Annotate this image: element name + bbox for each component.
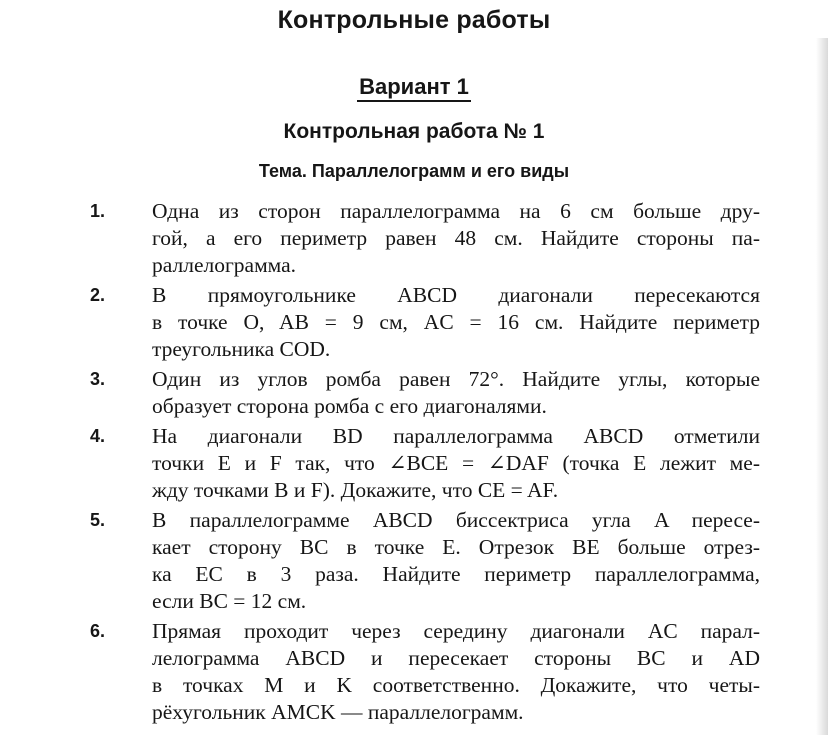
problem-text-line: лелограмма ABCD и пересекает стороны BC и AD	[152, 646, 760, 670]
problem-text-line: ка EC в 3 раза. Найдите периметр параллелограмма,	[152, 562, 760, 586]
variant-label: Вариант 1	[357, 74, 471, 102]
theme-heading	[0, 161, 828, 182]
problem-text-line: жду точками B и F). Докажите, что CE = AF.	[152, 478, 559, 502]
problem-text-line: гой, а его периметр равен 48 см. Найдите стороны па-	[152, 226, 760, 250]
problem-text-line: В прямоугольнике ABCD диагонали пересекаются	[152, 283, 760, 307]
problem-number: 6.	[90, 621, 106, 641]
work-title: Контрольная работа № 1	[283, 120, 545, 143]
problem-3	[90, 366, 760, 420]
theme-text: Параллелограмм и его виды	[311, 161, 570, 181]
variant-heading	[0, 74, 828, 100]
problem-text-line: образует сторона ромба с его диагоналями.	[152, 394, 547, 418]
problem-text-line: Один из углов ромба равен 72°. Найдите углы, которые	[152, 367, 760, 391]
problem-text-line: В параллелограмме ABCD биссектриса угла A пересе-	[152, 508, 760, 532]
problem-text-line: Прямая проходит через середину диагонали AC парал-	[152, 619, 760, 643]
problem-text-line: Одна из сторон параллелограмма на 6 см больше дру-	[152, 199, 760, 223]
page-title: Контрольные работы	[277, 6, 551, 34]
problem-2	[90, 282, 760, 363]
problem-6	[90, 618, 760, 726]
problem-text-line: кает сторону BC в точке E. Отрезок BE больше отрез-	[152, 535, 760, 559]
problem-text-line: раллелограмма.	[152, 253, 297, 277]
theme-label: Тема.	[258, 161, 307, 181]
problem-text-line: в точке O, AB = 9 см, AC = 16 см. Найдите периметр	[152, 310, 760, 334]
problem-text-line: в точках M и K соответственно. Докажите, что четы-	[152, 673, 760, 697]
problem-text-line: если BC = 12 см.	[152, 589, 307, 613]
problem-list	[90, 198, 760, 729]
problem-text-line: На диагонали BD параллелограмма ABCD отметили	[152, 424, 760, 448]
problem-5	[90, 507, 760, 615]
problem-number: 1.	[90, 201, 106, 221]
problem-number: 5.	[90, 510, 106, 530]
problem-number: 3.	[90, 369, 106, 389]
problem-1	[90, 198, 760, 279]
problem-text-line: треугольника COD.	[152, 337, 331, 361]
problem-number: 4.	[90, 426, 106, 446]
problem-number: 2.	[90, 285, 106, 305]
problem-text-line: точки E и F так, что ∠BCE = ∠DAF (точка E лежит ме-	[152, 451, 760, 475]
problem-4	[90, 423, 760, 504]
problem-text-line: рёхугольник AMCK — параллелограмм.	[152, 700, 524, 724]
